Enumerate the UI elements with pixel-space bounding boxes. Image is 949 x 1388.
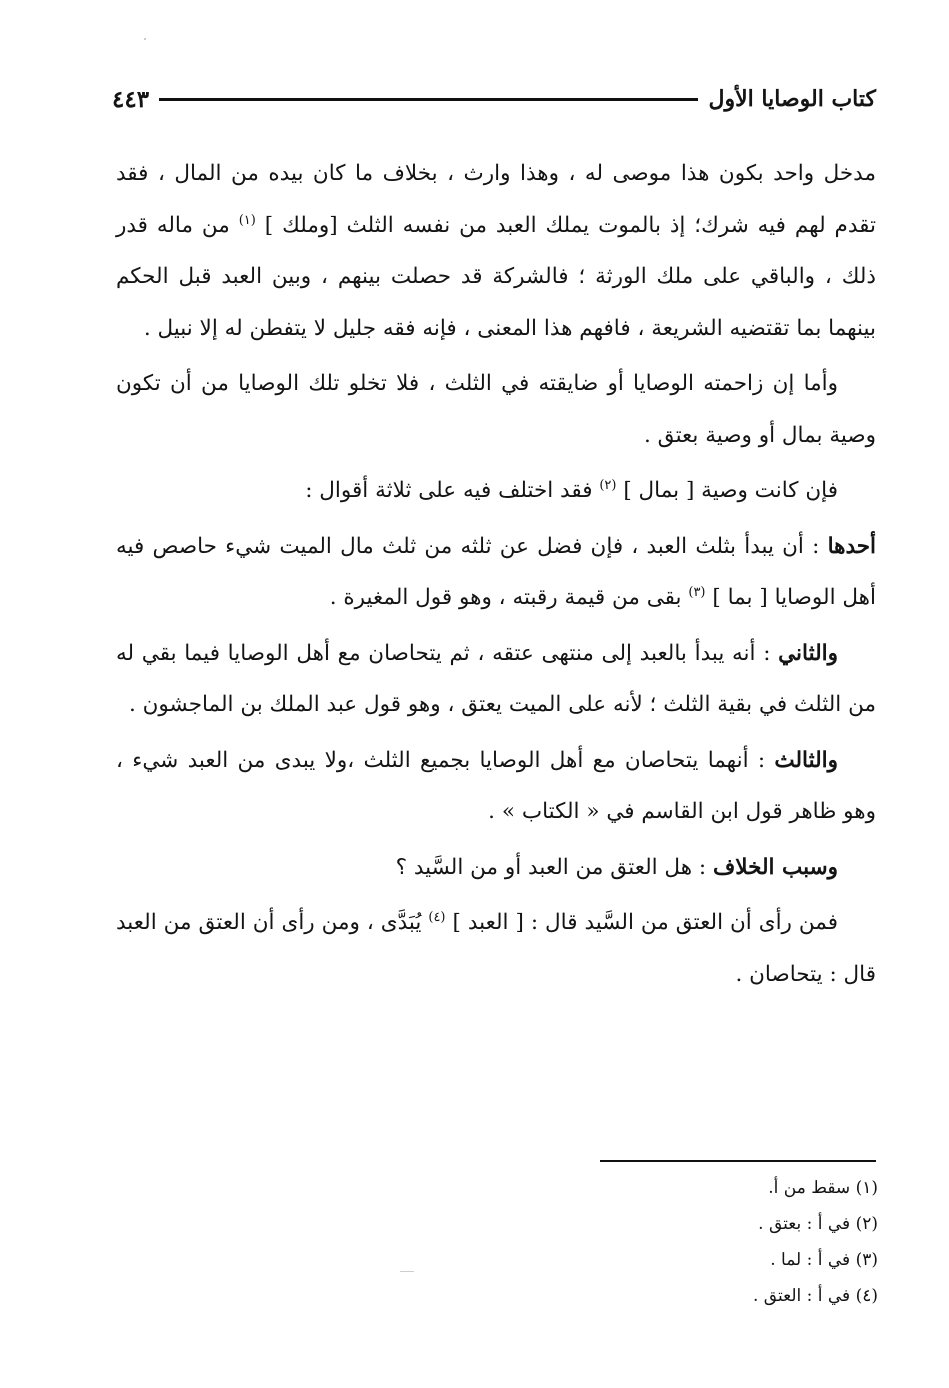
paragraph-text: بقى من قيمة رقبته ، وهو قول المغيرة . — [329, 585, 682, 610]
footnote-1: (١) سقط من أ. — [768, 1178, 878, 1198]
scan-speck — [144, 38, 146, 40]
scan-speck — [400, 1271, 414, 1272]
paragraph-lead: أحدها — [827, 533, 877, 559]
paragraph-text: : أن يبدأ بثلث العبد ، فإن فضل عن ثلثه من ثلث مال الميت شيء حاصص فيه أهل الوصايا [ بما ] — [116, 533, 876, 610]
paragraph-lead: والثاني — [778, 640, 838, 666]
paragraph-text: : أنهما يتحاصان مع أهل الوصايا بجميع الثلث ،ولا يبدى من العبد شيء ، وهو ظاهر قول ابن القاسم في « الكتاب » . — [116, 747, 876, 824]
paragraph-8 — [116, 897, 876, 1000]
footnote-3: (٣) في أ : لما . — [770, 1250, 878, 1270]
paragraph-2: وأما إن زاحمته الوصايا أو ضايقته في الثلث ، فلا تخلو تلك الوصايا من أن تكون وصية بمال أو وصية بعتق . — [116, 371, 876, 448]
paragraph-7 — [116, 842, 876, 894]
footnote-2: (٢) في أ : بعتق . — [758, 1214, 878, 1234]
paragraph-lead: وسبب الخلاف — [712, 854, 838, 880]
page-number: ٤٤٣ — [112, 85, 150, 113]
paragraph-text: : أنه يبدأ بالعبد إلى منتهى عتقه ، ثم يتحاصان مع أهل الوصايا فيما بقي له من الثلث في بقية الثلث ؛ لأنه على الميت يعتق ، وهو قول عبد الملك بن الماجشون . — [116, 640, 876, 717]
running-title: كتاب الوصايا الأول — [708, 86, 876, 112]
footnote-ref-2[interactable]: (٢) — [599, 477, 617, 493]
paragraph-text: فإن كانت وصية [ بمال ] — [623, 478, 838, 503]
footnotes — [560, 1170, 878, 1314]
paragraph-lead: والثالث — [774, 747, 838, 773]
footnote-4: (٤) في أ : العتق . — [753, 1286, 878, 1306]
paragraph-text: : هل العتق من العبد أو من السَّيد ؟ — [395, 854, 707, 880]
footnote-ref-1[interactable]: (١) — [238, 212, 256, 228]
header-rule — [159, 98, 698, 101]
body-text — [116, 148, 876, 1004]
paragraph-6 — [116, 735, 876, 838]
paragraph-text: فمن رأى أن العتق من السَّيد قال : [ العبد ] — [452, 910, 838, 935]
paragraph-4 — [116, 521, 876, 624]
footnote-ref-4[interactable]: (٤) — [428, 909, 446, 925]
paragraph-text: مدخل واحد بكون هذا موصى له ، وهذا وارث ، بخلاف ما كان بيده من المال ، فقد تقدم لهم فيه شرك؛ إذ بالموت يملك العبد من نفسه الثلث [وملك ] — [116, 161, 876, 238]
page-header — [112, 82, 876, 116]
paragraph-text: يُبَدَّى ، ومن رأى أن العتق من العبد قال : يتحاصان . — [116, 910, 876, 987]
footnote-rule — [600, 1160, 876, 1162]
paragraph-1 — [116, 148, 876, 354]
paragraph-5 — [116, 628, 876, 731]
paragraph-3 — [116, 465, 876, 517]
paragraph-text: من ماله قدر ذلك ، والباقي على ملك الورثة ؛ فالشركة قد حصلت بينهم ، وبين العبد قبل الحكم بينهما بما تقتضيه الشريعة ، فافهم هذا المعنى ، فإنه فقه جليل لا يتفطن له إلا نبيل . — [116, 212, 876, 341]
paragraph-text: فقد اختلف فيه على ثلاثة أقوال : — [305, 478, 593, 503]
footnote-ref-3[interactable]: (٣) — [688, 584, 706, 600]
